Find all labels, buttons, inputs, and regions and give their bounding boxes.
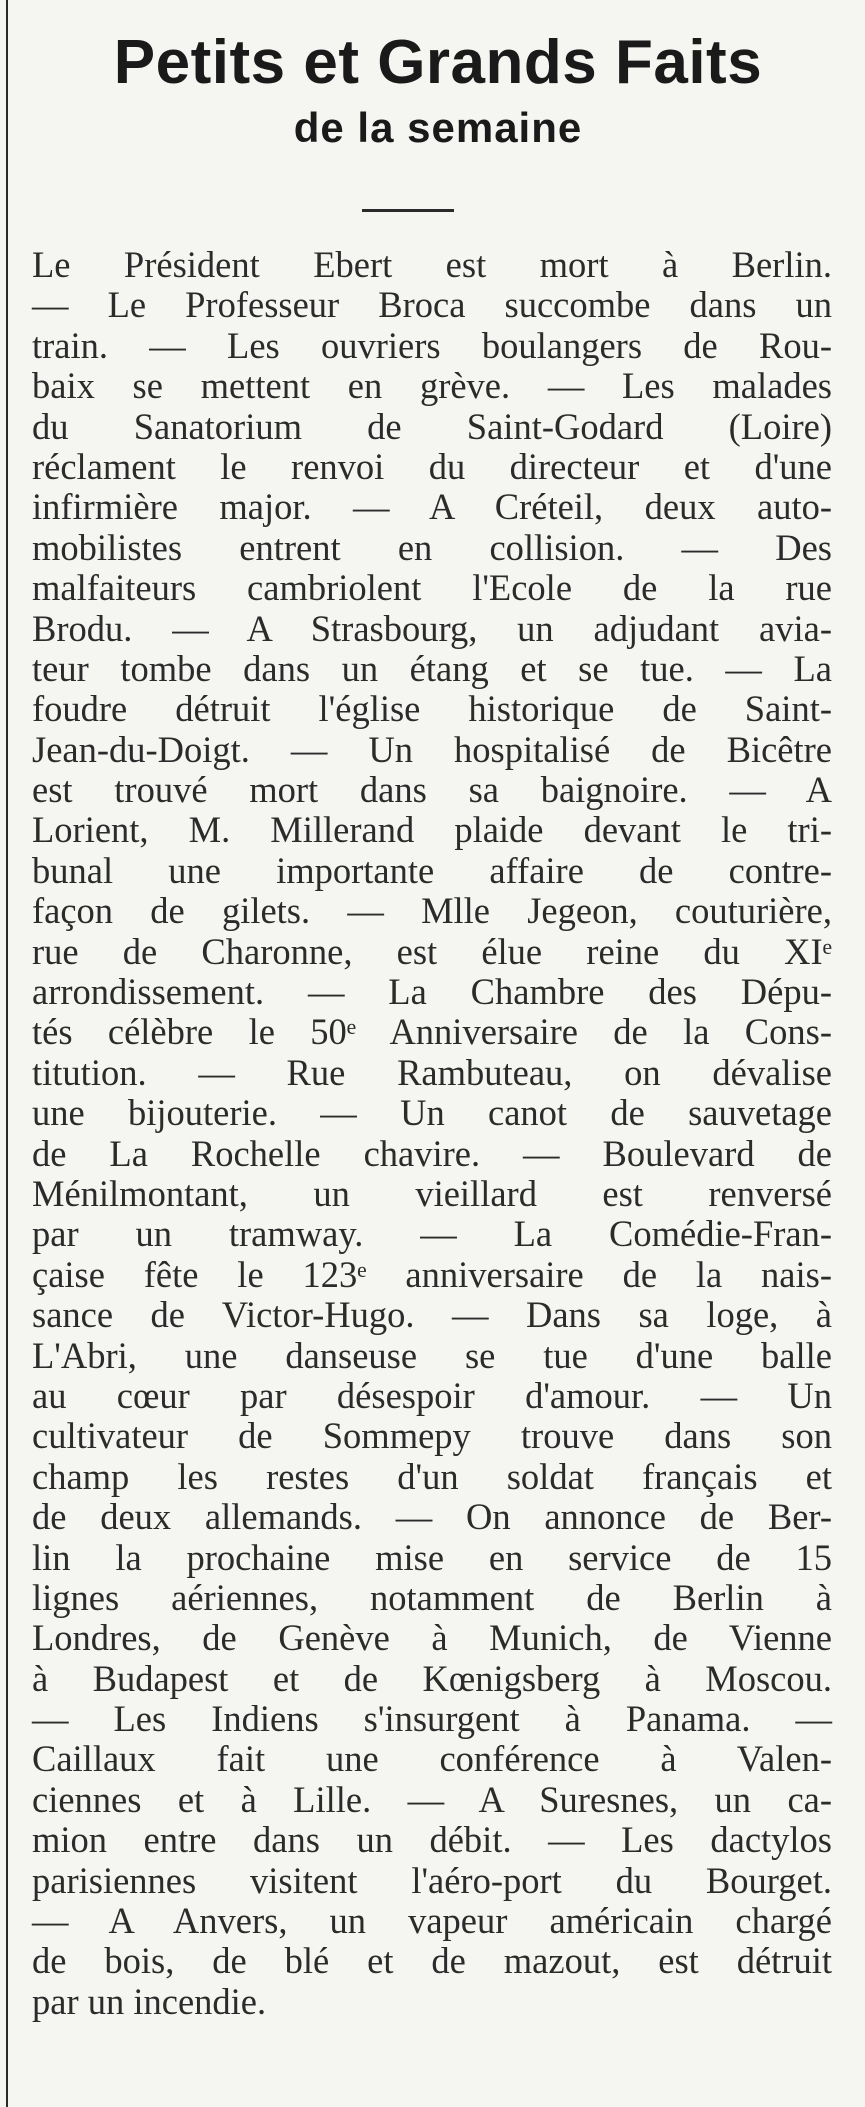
article-line: de La Rochelle chavire. — Boulevard de bbox=[32, 1132, 832, 1174]
article-line: rue de Charonne, est élue reine du XIᵉ bbox=[32, 930, 832, 972]
article-line: — Les Indiens s'insurgent à Panama. — bbox=[32, 1698, 832, 1740]
article-line: train. — Les ouvriers boulangers de Rou- bbox=[32, 324, 832, 366]
article-line: cultivateur de Sommepy trouve dans son bbox=[32, 1415, 832, 1457]
article-line: mion entre dans un débit. — Les dactylos bbox=[32, 1819, 832, 1861]
article-line: de bois, de blé et de mazout, est détruit bbox=[32, 1940, 832, 1982]
article-line: Lorient, M. Millerand plaide devant le tri- bbox=[32, 809, 832, 851]
article-line: lignes aériennes, notamment de Berlin à bbox=[32, 1576, 832, 1618]
article-line: est trouvé mort dans sa baignoire. — A bbox=[32, 769, 832, 811]
article-line: infirmière major. — A Créteil, deux auto- bbox=[32, 486, 832, 528]
article-line: à Budapest et de Kœnigsberg à Moscou. bbox=[32, 1657, 832, 1699]
article-line: Le Président Ebert est mort à Berlin. bbox=[32, 244, 832, 285]
article-subtitle: de la semaine bbox=[293, 104, 583, 151]
article-line: de deux allemands. — On annonce de Ber- bbox=[32, 1496, 832, 1538]
column-rule bbox=[6, 0, 8, 2107]
article-title: Petits et Grands Faits bbox=[113, 28, 763, 97]
article-line: du Sanatorium de Saint-Godard (Loire) bbox=[32, 405, 832, 447]
article-line: tés célèbre le 50ᵉ Anniversaire de la Cons- bbox=[32, 1011, 832, 1053]
article-line: sance de Victor-Hugo. — Dans sa loge, à bbox=[32, 1294, 832, 1336]
article-line: malfaiteurs cambriolent l'Ecole de la rue bbox=[32, 567, 832, 609]
article-line: Brodu. — A Strasbourg, un adjudant avia- bbox=[32, 607, 832, 649]
article-line: çaise fête le 123ᵉ anniversaire de la nais- bbox=[32, 1253, 832, 1295]
article-line: au cœur par désespoir d'amour. — Un bbox=[32, 1374, 832, 1416]
article-line: réclament le renvoi du directeur et d'une bbox=[32, 445, 832, 487]
article-line: baix se mettent en grève. — Les malades bbox=[32, 365, 832, 407]
article-line: par un incendie. bbox=[32, 1980, 267, 2022]
article-line: Jean-du-Doigt. — Un hospitalisé de Bicêtre bbox=[32, 728, 832, 770]
article-line: mobilistes entrent en collision. — Des bbox=[32, 526, 832, 568]
article-line: L'Abri, une danseuse se tue d'une balle bbox=[32, 1334, 832, 1376]
article-line: foudre détruit l'église historique de Saint- bbox=[32, 688, 832, 730]
article-line: bunal une importante affaire de contre- bbox=[32, 849, 832, 891]
article-line: titution. — Rue Rambuteau, on dévalise bbox=[32, 1051, 832, 1093]
article-line: ciennes et à Lille. — A Suresnes, un ca- bbox=[32, 1778, 832, 1820]
article-line: teur tombe dans un étang et se tue. — La bbox=[32, 647, 832, 689]
article-line: arrondissement. — La Chambre des Dépu- bbox=[32, 971, 832, 1013]
article-body bbox=[32, 245, 832, 2022]
article-line: une bijouterie. — Un canot de sauvetage bbox=[32, 1092, 832, 1134]
article-line: façon de gilets. — Mlle Jegeon, couturière, bbox=[32, 890, 832, 932]
article-line: par un tramway. — La Comédie-Fran- bbox=[32, 1213, 832, 1255]
article-line: Caillaux fait une conférence à Valen- bbox=[32, 1738, 832, 1780]
article-line: lin la prochaine mise en service de 15 bbox=[32, 1536, 832, 1578]
article-line: champ les restes d'un soldat français et bbox=[32, 1455, 832, 1497]
article-line: parisiennes visitent l'aéro-port du Bourget. bbox=[32, 1859, 832, 1901]
article-line: Londres, de Genève à Munich, de Vienne bbox=[32, 1617, 832, 1659]
article-line: Ménilmontant, un vieillard est renversé bbox=[32, 1172, 832, 1214]
title-divider bbox=[362, 209, 454, 212]
article-line: — Le Professeur Broca succombe dans un bbox=[32, 284, 832, 326]
article-line: — A Anvers, un vapeur américain chargé bbox=[32, 1900, 832, 1942]
